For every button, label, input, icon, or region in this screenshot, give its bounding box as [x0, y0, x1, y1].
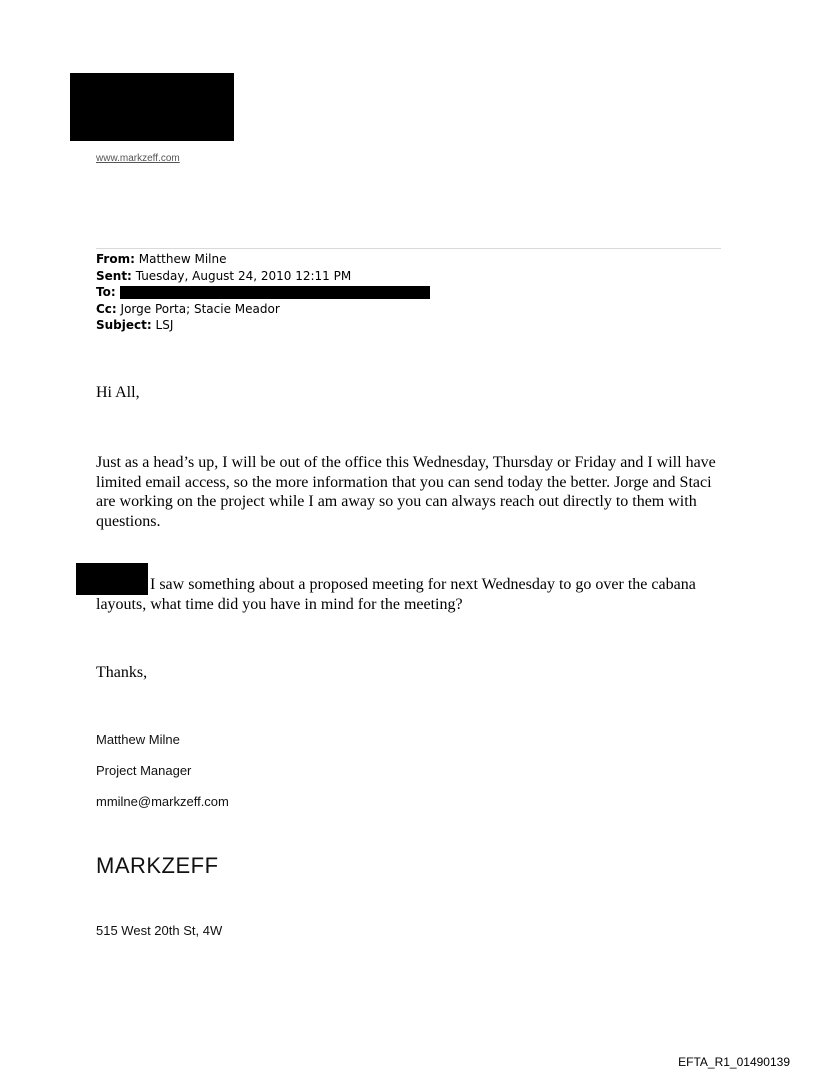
signature-title: Project Manager [96, 763, 192, 778]
from-row [96, 251, 351, 268]
document-id: EFTA_R1_01490139 [678, 1055, 790, 1069]
redacted-recipients [120, 286, 430, 299]
sent-label: Sent: [96, 268, 132, 283]
redacted-logo [70, 73, 234, 141]
signature-email[interactable]: mmilne@markzeff.com [96, 794, 229, 809]
body-paragraph-2-line-1: I saw something about a proposed meeting for next Wednesday to go over the cabana [150, 576, 696, 593]
sent-value: Tuesday, August 24, 2010 12:11 PM [135, 268, 352, 283]
signature-name: Matthew Milne [96, 732, 180, 747]
closing: Thanks, [96, 664, 148, 681]
website-link[interactable]: www.markzeff.com [96, 153, 180, 164]
from-value: Matthew Milne [138, 252, 227, 266]
cc-label: Cc: [96, 301, 117, 316]
redacted-name [76, 563, 148, 595]
email-headers [96, 251, 351, 334]
sent-row [96, 268, 351, 285]
signature-company: MARKZEFF [96, 853, 219, 878]
subject-row [96, 317, 351, 334]
subject-value: LSJ [155, 318, 174, 332]
signature-address: 515 West 20th St, 4W [96, 923, 223, 938]
from-label: From: [96, 252, 135, 266]
subject-label: Subject: [96, 318, 152, 332]
to-row [96, 284, 351, 301]
to-label: To: [96, 285, 116, 299]
body-paragraph-1: Just as a head’s up, I will be out of the office this Wednesday, Thursday or Friday and I will have limited email access, so the more information that you can send today the better. Jorge and Staci are working on the project while I am away so you can always reach out directly to them with questions. [96, 454, 716, 530]
greeting: Hi All, [96, 384, 140, 401]
body-paragraph-2-line-2: layouts, what time did you have in mind for the meeting? [96, 596, 463, 613]
header-divider [96, 248, 721, 249]
cc-row [96, 301, 351, 318]
cc-value: Jorge Porta; Stacie Meador [120, 301, 280, 316]
